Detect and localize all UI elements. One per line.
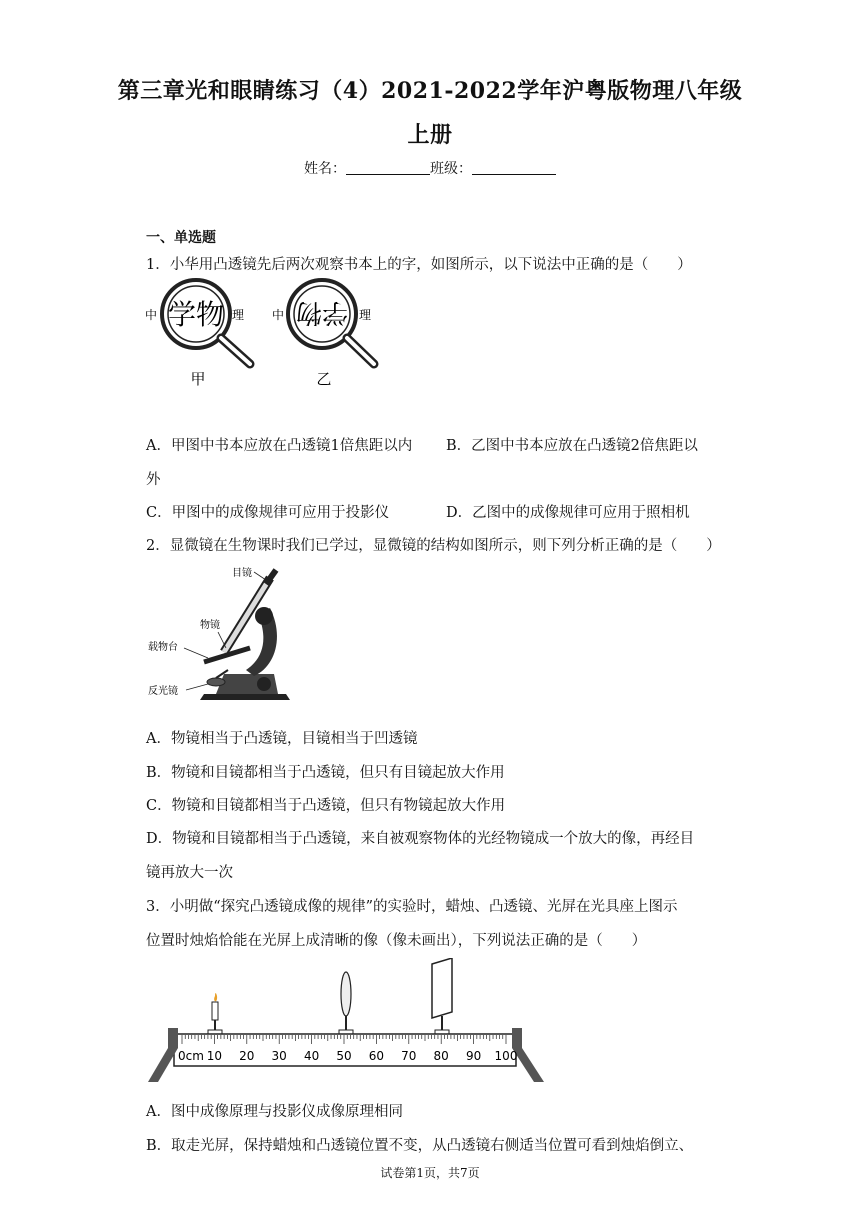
page-footer: 试卷第1页，共7页 xyxy=(380,1166,480,1180)
ruler-tick-label: 30 xyxy=(271,1049,287,1063)
title-line-2: 上册 xyxy=(407,122,453,148)
ruler-tick-label: 100 xyxy=(494,1049,518,1063)
ruler-tick-label: 40 xyxy=(303,1049,320,1063)
q1-figure xyxy=(140,276,380,396)
q1-label-yi: 乙 xyxy=(316,370,332,388)
q2-option-b[interactable]: B．物镜和目镜都相当于凸透镜，但只有目镜起放大作用 xyxy=(146,765,505,781)
q3-stem-cont: 位置时烛焰恰能在光屏上成清晰的像（像未画出），下列说法正确的是（ ） xyxy=(146,933,647,949)
q1-option-b-cont: 外 xyxy=(146,472,161,488)
label-objective: 物镜 xyxy=(200,620,220,631)
ruler-tick-label: 90 xyxy=(465,1049,482,1063)
q1-jia-magnified: 学物 xyxy=(167,298,225,331)
ruler-tick-label: 60 xyxy=(368,1049,385,1063)
magnifier-jia xyxy=(145,280,250,388)
q2-stem: 2．显微镜在生物课时我们已学过，显微镜的结构如图所示，则下列分析正确的是（ ） xyxy=(146,538,721,554)
q1-jia-left-char: 中 xyxy=(145,308,158,322)
name-label: 姓名： xyxy=(304,161,346,177)
q3-option-a[interactable]: A．图中成像原理与投影仪成像原理相同 xyxy=(146,1104,403,1120)
ruler-tick-label: 70 xyxy=(401,1049,417,1063)
ruler-tick-label: 10 xyxy=(206,1049,223,1063)
q1-yi-right-char: 理 xyxy=(359,308,372,322)
q2-microscope-figure xyxy=(146,566,302,706)
q1-stem: 1．小华用凸透镜先后两次观察书本上的字，如图所示，以下说法中正确的是（ ） xyxy=(146,257,692,273)
title-line-1: 第三章光和眼睛练习（4）2021-2022学年沪粤版物理八年级 xyxy=(117,78,743,104)
q2-option-d-cont: 镜再放大一次 xyxy=(146,865,233,881)
class-label: 班级： xyxy=(430,161,472,177)
q2-option-a[interactable]: A．物镜相当于凸透镜，目镜相当于凹透镜 xyxy=(146,731,418,747)
label-eyepiece: 目镜 xyxy=(232,568,252,579)
q1-option-d[interactable]: D．乙图中的成像规律可应用于照相机 xyxy=(446,505,690,521)
q1-yi-magnified: 学物 xyxy=(295,297,349,327)
ruler-tick-label: 80 xyxy=(433,1049,449,1063)
label-stage: 载物台 xyxy=(148,642,178,653)
class-blank[interactable] xyxy=(472,160,556,175)
student-info xyxy=(0,158,860,178)
candle-flame xyxy=(214,993,217,1001)
q3-optical-bench-figure xyxy=(146,958,546,1086)
q1-jia-right-char: 理 xyxy=(232,308,245,322)
q2-option-c[interactable]: C．物镜和目镜都相当于凸透镜，但只有物镜起放大作用 xyxy=(146,798,506,814)
q1-label-jia: 甲 xyxy=(190,370,206,388)
convex-lens xyxy=(341,972,351,1016)
q1-option-b[interactable]: B．乙图中书本应放在凸透镜2倍焦距以 xyxy=(446,438,698,454)
q1-option-a[interactable]: A．甲图中书本应放在凸透镜1倍焦距以内 xyxy=(146,438,413,454)
label-mirror: 反光镜 xyxy=(148,686,178,697)
q2-option-d[interactable]: D．物镜和目镜都相当于凸透镜，来自被观察物体的光经物镜成一个放大的像，再经目 xyxy=(146,831,695,847)
magnifier-yi xyxy=(272,280,374,388)
candle xyxy=(212,1002,218,1020)
light-screen xyxy=(432,958,452,1018)
ruler-tick-label: 0cm xyxy=(178,1049,204,1063)
ruler-tick-label: 50 xyxy=(336,1049,352,1063)
name-blank[interactable] xyxy=(346,160,430,175)
ruler-tick-label: 20 xyxy=(239,1049,255,1063)
q1-option-c[interactable]: C．甲图中的成像规律可应用于投影仪 xyxy=(146,505,390,521)
q3-stem: 3．小明做“探究凸透镜成像的规律”的实验时，蜡烛、凸透镜、光屏在光具座上图示 xyxy=(146,899,678,915)
section-heading: 一、单选题 xyxy=(146,230,216,246)
q3-option-b[interactable]: B．取走光屏，保持蜡烛和凸透镜位置不变，从凸透镜右侧适当位置可看到烛焰倒立、 xyxy=(146,1138,694,1154)
q1-yi-left-char: 中 xyxy=(272,308,285,322)
